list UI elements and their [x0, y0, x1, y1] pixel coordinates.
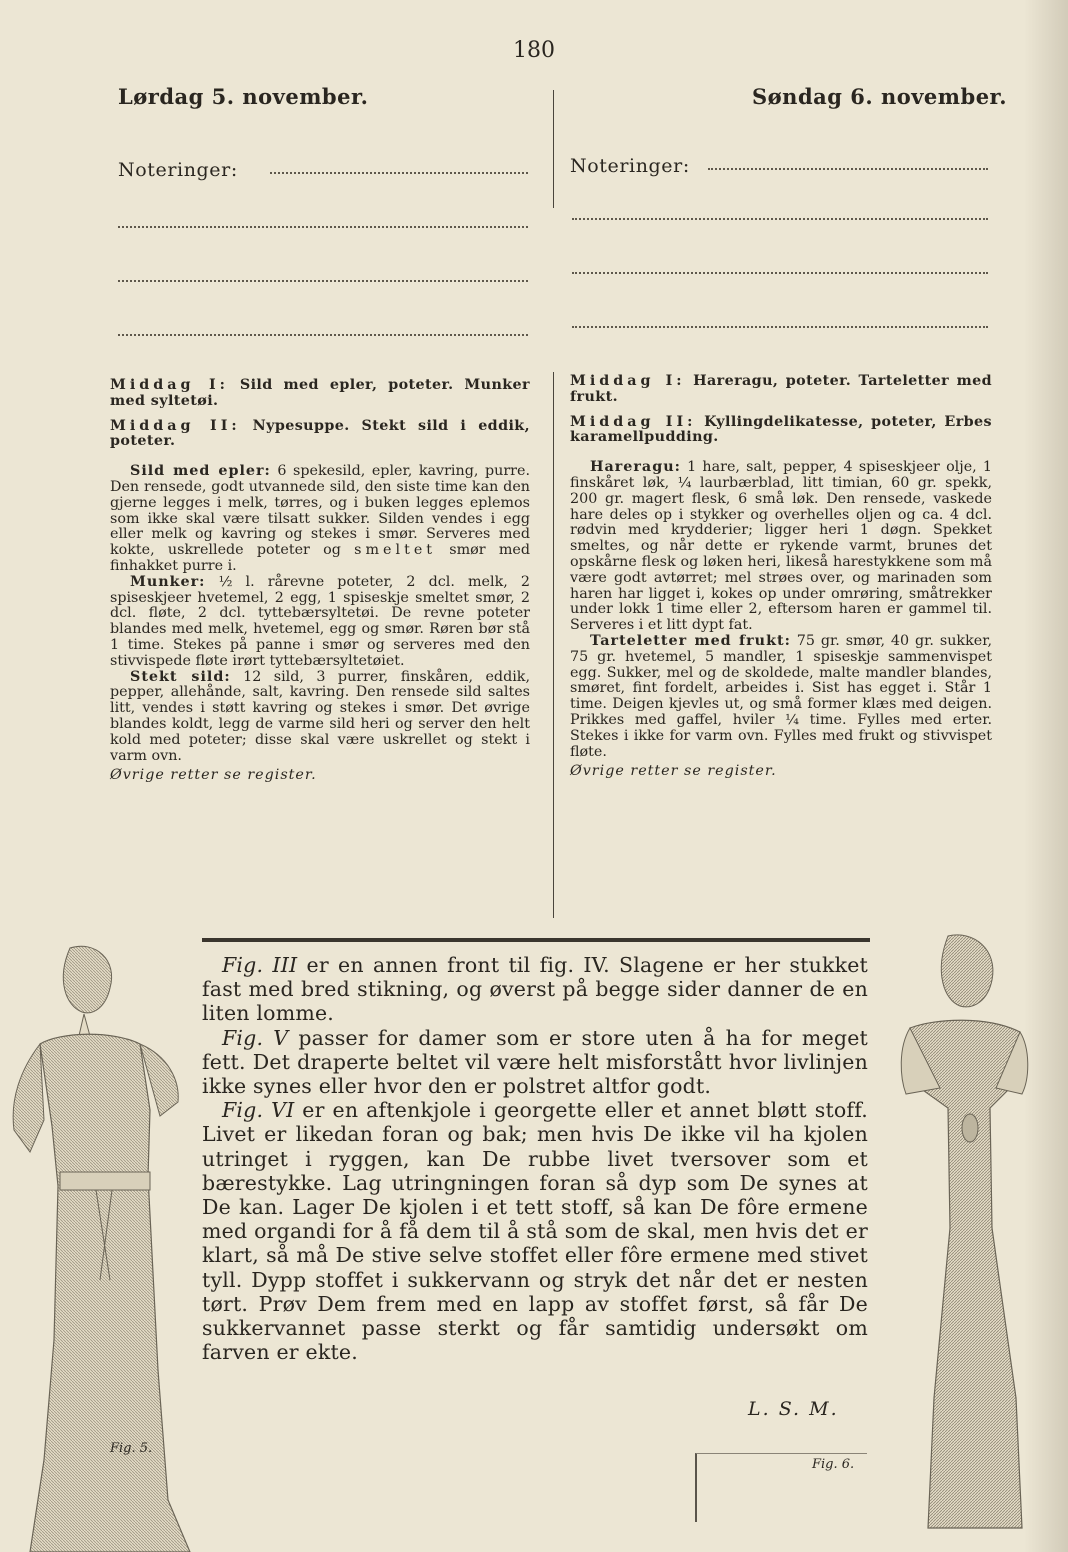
- column-divider: [553, 372, 554, 918]
- recipe-title: Hareragu:: [590, 459, 681, 476]
- corner-box: [695, 1453, 867, 1522]
- fashion-paragraph: [202, 1098, 868, 1364]
- recipe-title: Tarteletter med frukt:: [590, 632, 791, 649]
- fig5-caption: [109, 1441, 152, 1456]
- recipe-text: 12 sild, 3 purrer, finskåren, eddik, pepper, allehånde, salt, kavring. Den rensede sild saltes litt, vendes i støtt kavring og stekes i smør. Det øvrige blandes koldt, legg de varme sild heri og server den helt kold med poteter; disse skal være uskrellet og stekt i varm ovn.: [110, 668, 531, 764]
- recipe-title: Munker:: [130, 573, 206, 590]
- menu-2: [110, 419, 530, 451]
- page-number: 180: [513, 38, 555, 63]
- menu-1: [110, 378, 530, 410]
- fashion-illustration-fig6: [812, 928, 1030, 1552]
- figure-reference: Fig. VI: [222, 1098, 295, 1123]
- right-notes-line: [572, 218, 988, 220]
- menu-2: [570, 415, 992, 447]
- right-notes-line: [708, 168, 988, 170]
- right-column-body: [570, 374, 992, 780]
- menu-label: Middag II:: [110, 417, 241, 434]
- menu-text: Nypesuppe. Stekt sild i eddik, poteter.: [110, 417, 530, 450]
- left-day-heading: Lørdag 5. november.: [118, 84, 369, 109]
- right-footer: Øvrige retter se register.: [570, 763, 777, 780]
- menu-label: Middag II:: [570, 413, 697, 430]
- fashion-illustration-fig5: [0, 940, 200, 1552]
- left-notes-line: [118, 226, 528, 228]
- fashion-paragraph: [202, 1026, 868, 1099]
- recipe-title: Sild med epler:: [130, 463, 271, 480]
- figure-caption: Fig. 6.: [812, 1457, 855, 1472]
- recipe-text: 6 spekesild, epler, kavring, purre. Den rensede, godt utvannede sild, den siste time kan den gjerne legges i melk, tørres, og i buken legges eplemos som ikke skal være tilsatt sukker. Silden vendes i egg eller melk og kavring og stekes i smør. Serveres med kokte, uskrellede poteter og: [110, 463, 531, 559]
- paragraph-text: er en aftenkjole i georgette eller et annet bløtt stoff. Livet er likedan foran og bak; men hvis De ikke vil ha kjolen utringet i ryggen, kan De rubbe livet tversover som et bærestykke. Lag utringningen foran så dyp som De synes at De kan. Lager De kjolen i et tett stoff, så kan De fôre ermene med organdi for å få dem til å stå som de skal, men hvis det er klart, så må De stive selve stoffet eller fôre ermene med stivet tyll. Dypp stoffet i sukkervann og stryk det når det er nesten tørt. Prøv Dem frem med en lapp av stoffet først, så får De sukkervannet passe sterkt og får samtidig undersøkt om farven er ekte.: [202, 1098, 868, 1365]
- recipe-title: Stekt sild:: [130, 668, 231, 685]
- recipe-text: 1 hare, salt, pepper, 4 spiseskjeer olje, 1 finskåret løk, ¼ laurbærblad, litt timian, 60 gr. spekk, 200 gr. magert flesk, 6 små løk. Den rensede, vaskede hare deles op i stykker og overhelles oljen og ca. 4 dcl. rødvin med krydderier; ligger heri 1 døgn. Spekket smeltes, og når dette er rykende varmt, brunes det opskårne flesk og løken heri, likeså harestykkene som må være godt avtørret; mel strøes over, og marinaden som haren har ligget i, kokes op under omrøring, småtrekker under lokk 1 time eller 2, eftersom haren er gammel til. Serveres i et litt dypt fat.: [570, 459, 993, 634]
- recipe-tarteletter: [570, 634, 992, 760]
- section-rule: [202, 938, 870, 942]
- menu-label: Middag I:: [570, 373, 686, 389]
- recipe-stekt-sild: [110, 670, 530, 765]
- page-edge-shadow: [1024, 0, 1068, 1552]
- recipe-emphasis: smeltet: [354, 542, 437, 559]
- recipe-text: 75 gr. smør, 40 gr. sukker, 75 gr. hvetemel, 5 mandler, 1 spiseskje sammenvispet egg. Sukker, mel og de skoldede, malte mandler blandes, smøret, fint fordelt, arbeides i. Sist has egget i. Står 1 time. Deigen kjevles ut, og små former klæs med deigen. Prikkes med gaffel, hviler ¼ time. Fylles med erter. Stekes i ikke for varm ovn. Fylles med frukt og stivvispet fløte.: [570, 632, 993, 760]
- fashion-paragraph: [202, 953, 868, 1026]
- figure-reference: Fig. V: [222, 1025, 289, 1050]
- right-notes-line: [572, 326, 988, 328]
- signature: L. S. M.: [748, 1398, 839, 1420]
- left-notes-line: [118, 280, 528, 282]
- paragraph-text: passer for damer som er store uten å ha for meget fett. Det draperte beltet vil være helt misforstått hvor livlinjen ikke synes eller hvor den er polstret altfor godt.: [202, 1025, 868, 1099]
- recipe-hareragu: [570, 460, 992, 634]
- figure-reference: Fig. III: [222, 953, 298, 977]
- right-day-heading: Søndag 6. november.: [752, 84, 1008, 109]
- right-notes-label: Noteringer:: [570, 155, 690, 177]
- left-notes-label: Noteringer:: [118, 159, 238, 181]
- figure-caption: Fig. 5.: [110, 1441, 153, 1456]
- recipe-text: ½ l. rårevne poteter, 2 dcl. melk, 2 spiseskjeer hvetemel, 2 egg, 1 spiseskje smeltet smør, 2 dcl. fløte, 2 dcl. tyttebærsyltetøi. De revne poteter blandes med melk, hvetemel, egg og smør. Røren bør stå 1 time. Stekes på panne i smør og serveres med den stivvispede fløte irørt tyttebærsyltetøiet.: [110, 573, 530, 669]
- menu-text: Hareragu, poteter. Tarteletter med frukt.: [570, 373, 993, 405]
- menu-text: Kyllingdelikatesse, poteter, Erbes karamellpudding.: [570, 413, 992, 446]
- column-divider-top: [553, 90, 554, 208]
- left-footer: Øvrige retter se register.: [110, 767, 317, 784]
- recipe-sild-med-epler: [110, 464, 530, 575]
- recipe-munker: [110, 575, 530, 670]
- menu-label: Middag I:: [110, 377, 229, 393]
- left-column-body: [110, 378, 530, 784]
- fashion-text: [202, 953, 868, 1364]
- right-notes-line: [572, 272, 988, 274]
- left-notes-line: [118, 334, 528, 336]
- left-notes-line: [270, 172, 528, 174]
- menu-text: Sild med epler, poteter. Munker med syltetøi.: [110, 377, 530, 409]
- paragraph-text: er en annen front til fig. IV. Slagene er her stukket fast med bred stikning, og øverst på begge sider danner de en liten lomme.: [202, 953, 868, 1026]
- menu-1: [570, 374, 992, 406]
- recipe-text: smør med finhakket purre i.: [110, 542, 531, 574]
